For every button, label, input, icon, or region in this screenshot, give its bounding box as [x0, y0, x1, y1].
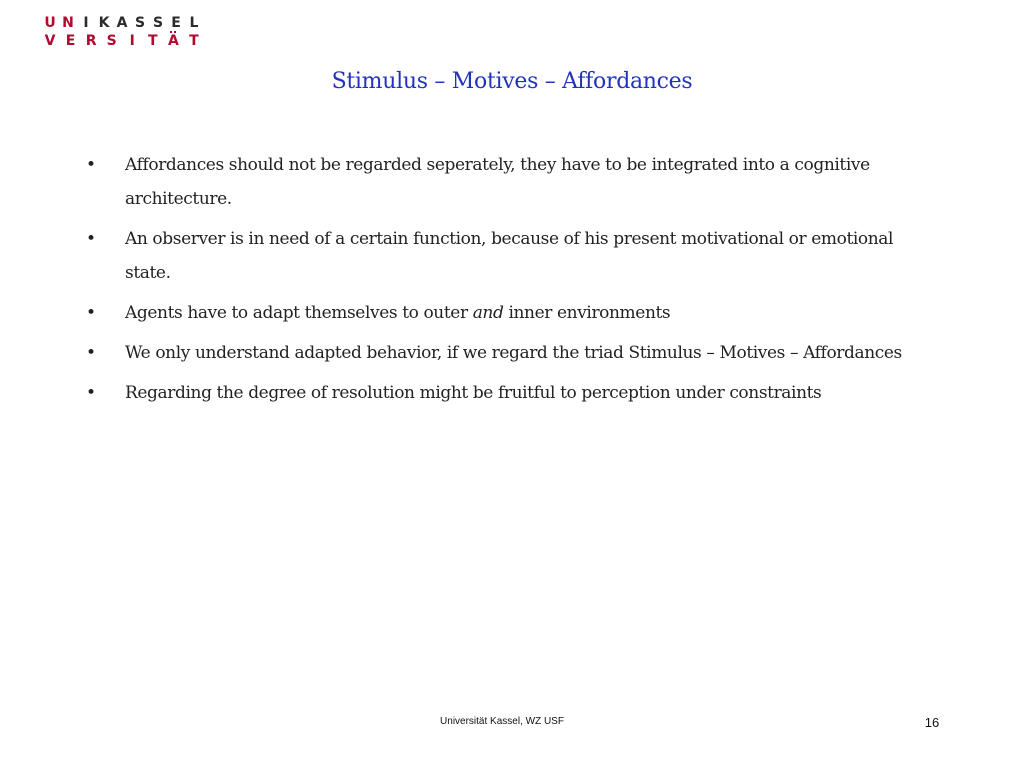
- bullet-icon: •: [86, 155, 96, 175]
- bullet-icon: •: [86, 383, 96, 403]
- logo-letter: A: [116, 15, 128, 31]
- page-number: 16: [924, 715, 940, 730]
- logo-letter: S: [134, 15, 146, 31]
- logo-row-bottom: [42, 32, 202, 50]
- logo-letter: S: [106, 33, 117, 49]
- bullet-item: [86, 148, 936, 216]
- logo-letter: T: [148, 33, 158, 49]
- bullet-icon: •: [86, 303, 96, 323]
- bullet-emphasis: and: [472, 303, 504, 323]
- bullet-list: [86, 148, 936, 416]
- bullet-text: Affordances should not be regarded seperately, they have to be integrated into a cognitive architecture.: [125, 155, 870, 209]
- bullet-icon: •: [86, 229, 96, 249]
- bullet-text: We only understand adapted behavior, if we regard the triad Stimulus – Motives – Affordances: [125, 343, 902, 363]
- logo-letter: N: [62, 15, 74, 31]
- bullet-item: [86, 376, 936, 410]
- logo-letter: E: [171, 15, 181, 31]
- bullet-text-start: Agents have to adapt themselves to outer: [125, 303, 473, 323]
- logo-letter: I: [83, 15, 89, 31]
- logo-letter: T: [189, 33, 199, 49]
- logo-letter: R: [85, 33, 97, 49]
- logo-letter: I: [129, 33, 135, 49]
- logo-letter: K: [98, 15, 110, 31]
- logo-letter: E: [65, 33, 76, 49]
- logo-letter: S: [152, 15, 164, 31]
- footer-text: Universität Kassel, WZ USF: [440, 716, 564, 727]
- bullet-text: An observer is in need of a certain function, because of his present motivational or emotional state.: [125, 229, 894, 283]
- bullet-text-end: inner environments: [503, 303, 671, 323]
- logo-letter: A: [165, 32, 181, 50]
- bullet-item: [86, 336, 936, 370]
- logo-letter: U: [44, 15, 56, 31]
- logo-letter: L: [189, 15, 199, 31]
- bullet-item: [86, 222, 936, 290]
- bullet-icon: •: [86, 343, 96, 363]
- logo-letter: V: [44, 33, 56, 49]
- bullet-text: Regarding the degree of resolution might be fruitful to perception under constraints: [125, 383, 822, 403]
- logo-row-top: [42, 14, 202, 32]
- university-logo: [42, 14, 202, 50]
- slide-title: Stimulus – Motives – Affordances: [331, 69, 693, 94]
- bullet-item: [86, 296, 936, 330]
